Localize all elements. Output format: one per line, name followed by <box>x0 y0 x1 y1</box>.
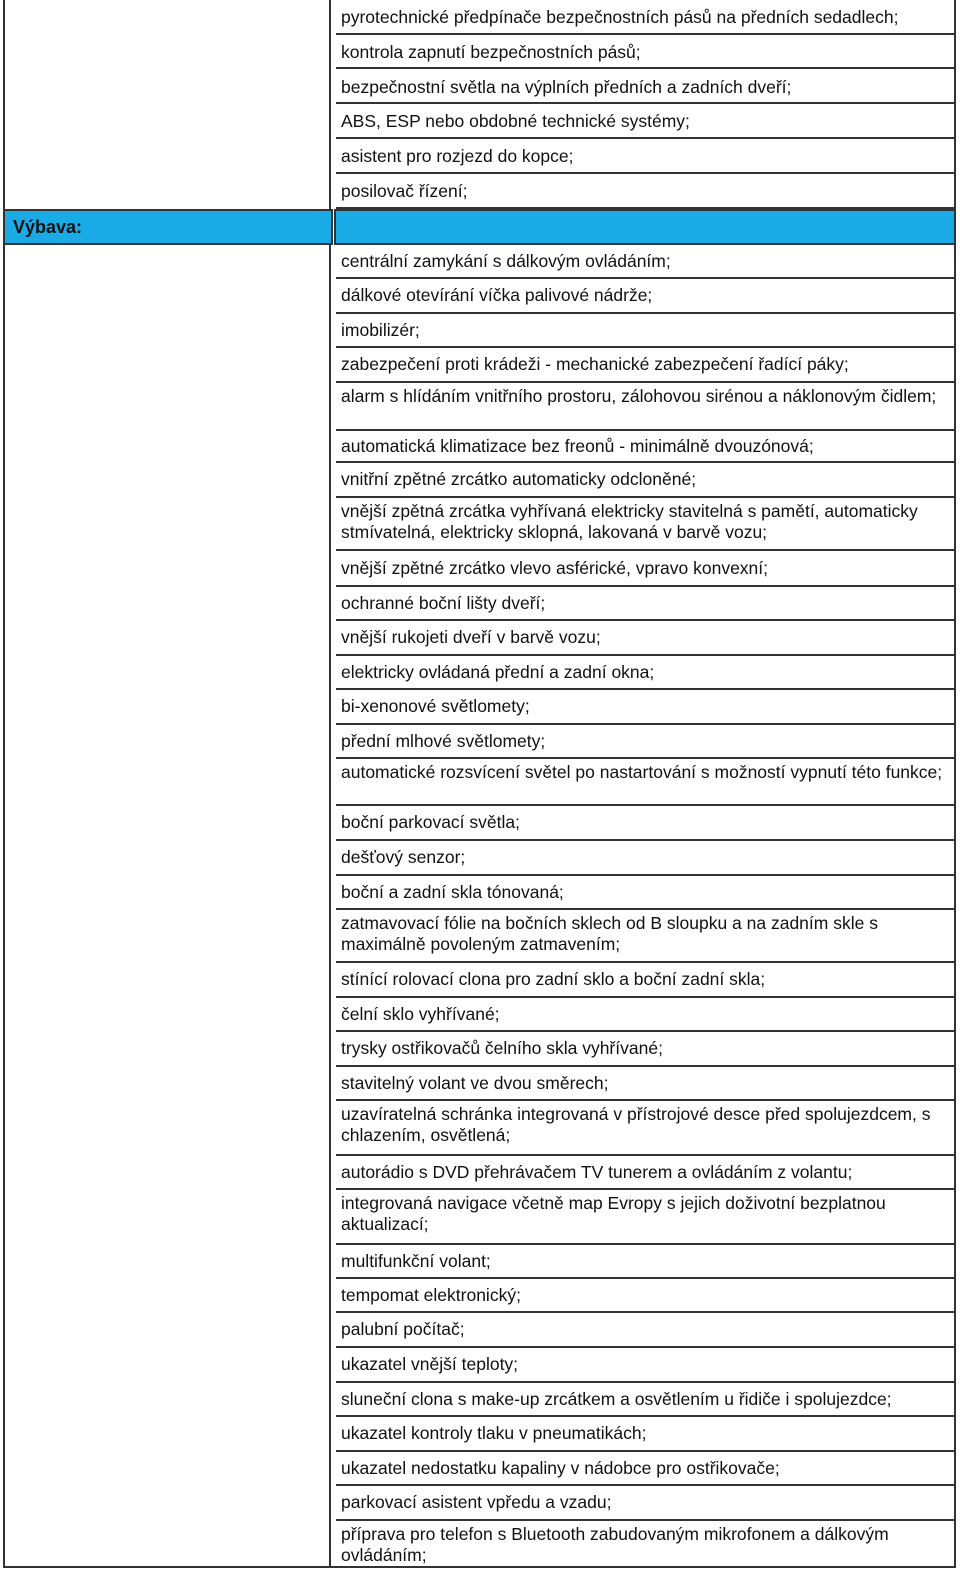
equipment-row <box>336 1245 954 1279</box>
equipment-item-text: automatická klimatizace bez freonů - minimálně dvouzónová; <box>341 435 814 456</box>
equipment-row <box>336 841 954 876</box>
equipment-item-text: autorádio s DVD přehrávačem TV tunerem a ovládáním z volantu; <box>341 1161 853 1182</box>
equipment-row <box>336 1521 954 1568</box>
equipment-item-text: stavitelný volant ve dvou směrech; <box>341 1072 609 1093</box>
equipment-row <box>336 37 954 69</box>
equipment-item-text: vnější zpětné zrcátko vlevo asférické, vpravo konvexní; <box>341 557 769 578</box>
equipment-item-text: přední mlhové světlomety; <box>341 730 546 751</box>
equipment-item-text: imobilizér; <box>341 319 420 340</box>
equipment-item-text: ukazatel nedostatku kapaliny v nádobce pro ostřikovače; <box>341 1457 780 1478</box>
equipment-item-text: ukazatel vnější teploty; <box>341 1354 519 1374</box>
equipment-row <box>336 498 954 551</box>
equipment-row <box>336 383 954 431</box>
equipment-item-text: integrovaná navigace včetně map Evropy s jejich doživotní bezplatnou aktualizací; <box>341 1193 886 1234</box>
equipment-row <box>336 431 954 463</box>
equipment-item-text: asistent pro rozjezd do kopce; <box>341 146 574 166</box>
equipment-item-text: tempomat elektronický; <box>341 1284 521 1305</box>
equipment-item-text: čelní sklo vyhřívané; <box>341 1003 500 1024</box>
equipment-item-text: sluneční clona s make-up zrcátkem a osvětlením u řidiče i spolujezdce; <box>341 1388 892 1409</box>
equipment-item-text: dálkové otevírání víčka palivové nádrže; <box>341 285 653 305</box>
equipment-item-text: vnější zpětná zrcátka vyhřívaná elektricky stavitelná s pamětí, automaticky stmívatelná, elektricky sklopná, lakovaná v barvě vozu; <box>341 501 918 542</box>
equipment-item-text: vnitřní zpětné zrcátko automaticky odcloněné; <box>341 469 697 489</box>
equipment-item-text: kontrola zapnutí bezpečnostních pásů; <box>341 41 641 62</box>
equipment-row <box>336 551 954 587</box>
equipment-row <box>336 463 954 498</box>
equipment-item-text: posilovač řízení; <box>341 181 468 201</box>
equipment-row <box>336 348 954 383</box>
equipment-item-text: bezpečnostní světla na výplních předních a zadních dveří; <box>341 76 792 97</box>
equipment-item-text: trysky ostřikovačů čelního skla vyhřívané; <box>341 1038 663 1058</box>
equipment-item-text: alarm s hlídáním vnitřního prostoru, zálohovou sirénou a náklonovým čidlem; <box>341 386 937 406</box>
equipment-item-text: vnější rukojeti dveří v barvě vozu; <box>341 627 601 647</box>
equipment-row <box>336 1156 954 1190</box>
equipment-row <box>336 1452 954 1486</box>
equipment-row <box>336 1190 954 1245</box>
equipment-item-text: příprava pro telefon s Bluetooth zabudovaným mikrofonem a dálkovým ovládáním; <box>341 1524 889 1565</box>
items-column <box>336 0 954 1566</box>
equipment-row <box>336 910 954 963</box>
equipment-item-text: automatické rozsvícení světel po nastartování s možností vypnutí této funkce; <box>341 762 943 782</box>
equipment-item-text: zabezpečení proti krádeži - mechanické zabezpečení řadící páky; <box>341 354 849 374</box>
equipment-item-text: dešťový senzor; <box>341 847 466 867</box>
equipment-row <box>336 998 954 1032</box>
equipment-row <box>336 279 954 314</box>
equipment-row <box>336 1279 954 1313</box>
equipment-item-text: ukazatel kontroly tlaku v pneumatikách; <box>341 1423 647 1443</box>
equipment-row <box>336 587 954 621</box>
equipment-item-text: boční parkovací světla; <box>341 812 520 832</box>
equipment-item-text: zatmavovací fólie na bočních sklech od B sloupku a na zadním skle s maximálně povoleným zatmavením; <box>341 913 878 954</box>
equipment-row <box>336 621 954 656</box>
equipment-item-text: stínící rolovací clona pro zadní sklo a boční zadní skla; <box>341 969 766 989</box>
equipment-table <box>3 0 956 1568</box>
equipment-item-text: palubní počítač; <box>341 1319 465 1339</box>
equipment-row <box>336 963 954 998</box>
section-label: Výbava: <box>13 217 83 237</box>
equipment-row <box>336 1417 954 1452</box>
equipment-row <box>336 876 954 910</box>
equipment-row <box>336 725 954 759</box>
equipment-row <box>336 759 954 806</box>
equipment-item-text: bi-xenonové světlomety; <box>341 696 530 716</box>
equipment-row <box>336 1383 954 1417</box>
equipment-row <box>336 245 954 279</box>
equipment-row <box>336 72 954 104</box>
equipment-item-text: multifunkční volant; <box>341 1250 491 1271</box>
equipment-row <box>336 141 954 174</box>
equipment-row <box>336 2 954 35</box>
equipment-item-text: ABS, ESP nebo obdobné technické systémy; <box>341 111 690 131</box>
equipment-row <box>336 690 954 725</box>
equipment-row <box>336 1032 954 1067</box>
equipment-item-text: boční a zadní skla tónovaná; <box>341 881 564 902</box>
equipment-item-text: elektricky ovládaná přední a zadní okna; <box>341 661 655 682</box>
equipment-row <box>336 1101 954 1156</box>
equipment-item-text: centrální zamykání s dálkovým ovládáním; <box>341 250 671 271</box>
equipment-item-text: pyrotechnické předpínače bezpečnostních pásů na předních sedadlech; <box>341 7 899 27</box>
equipment-item-text: ochranné boční lišty dveří; <box>341 592 546 613</box>
equipment-row <box>336 314 954 348</box>
equipment-row <box>336 1067 954 1101</box>
equipment-row <box>336 806 954 841</box>
equipment-row <box>336 176 954 209</box>
equipment-item-text: uzavíratelná schránka integrovaná v přístrojové desce před spolujezdcem, s chlazením, osvětlená; <box>341 1104 931 1145</box>
equipment-item-text: parkovací asistent vpředu a vzadu; <box>341 1492 612 1512</box>
equipment-row <box>336 1313 954 1348</box>
equipment-row <box>336 106 954 139</box>
equipment-row <box>336 1486 954 1521</box>
equipment-row <box>336 1348 954 1383</box>
equipment-row <box>336 656 954 690</box>
